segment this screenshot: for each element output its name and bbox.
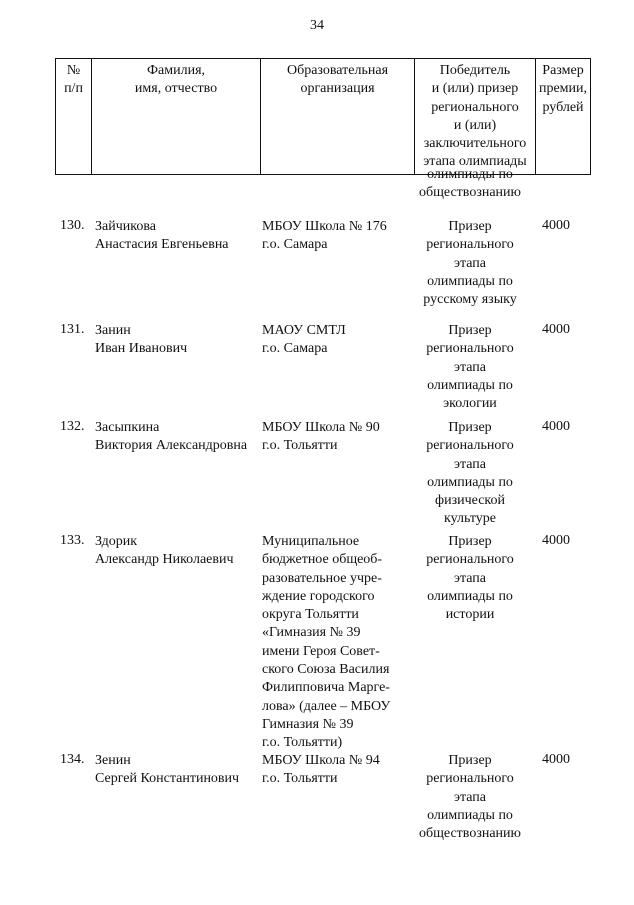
- text-line: этапа: [453, 570, 487, 586]
- text-line: Зенин: [95, 753, 131, 768]
- winner-status: [410, 322, 530, 413]
- text-line: этапа: [453, 255, 487, 271]
- header-line: премии,: [538, 81, 588, 97]
- organization: [262, 218, 402, 255]
- text-line: культуре: [444, 511, 496, 527]
- text-line: Зайчикова: [95, 219, 156, 234]
- text-line: этапа: [453, 359, 487, 375]
- table-header: [55, 58, 591, 175]
- text-line: олимпиады по: [427, 588, 513, 604]
- text-line: Виктория Александровна: [95, 438, 248, 454]
- text-line: истории: [445, 607, 495, 623]
- person-name: [95, 322, 260, 359]
- organization: [262, 752, 402, 789]
- text-line: лова» (далее – МБОУ: [262, 698, 391, 714]
- text-line: обществознанию: [419, 826, 521, 842]
- prize-amount: 4000: [542, 322, 570, 337]
- prize-amount: 4000: [542, 752, 570, 767]
- text-line: г.о. Тольятти): [262, 735, 343, 751]
- text-line: Здорик: [95, 534, 138, 549]
- row-number: 134.: [60, 752, 85, 767]
- prize-amount: 4000: [542, 218, 570, 233]
- text-line: Засыпкина: [95, 420, 160, 435]
- text-line: МБОУ Школа № 94: [262, 753, 380, 768]
- text-line: обществознанию: [419, 185, 521, 201]
- header-line: регионального: [431, 99, 519, 115]
- text-line: разовательное учре-: [262, 570, 382, 586]
- header-line: Размер: [542, 63, 584, 78]
- header-line: и (или): [453, 117, 497, 133]
- header-line: Образовательная: [286, 63, 389, 78]
- header-line: и (или) призер: [431, 81, 519, 97]
- text-line: Иван Иванович: [95, 341, 188, 357]
- organization: [262, 533, 402, 753]
- text-line: олимпиады по: [427, 377, 513, 393]
- row-number: 132.: [60, 419, 85, 434]
- text-line: Призер: [448, 753, 492, 768]
- text-line: «Гимназия № 39: [262, 625, 361, 641]
- header-line: имя, отчество: [134, 81, 218, 97]
- winner-status: [410, 419, 530, 529]
- text-line: регионального: [426, 438, 514, 454]
- header-line: п/п: [64, 81, 83, 97]
- text-line: русскому языку: [423, 292, 517, 308]
- text-line: олимпиады по: [427, 273, 513, 289]
- header-name: [92, 59, 261, 175]
- text-line: г.о. Тольятти: [262, 771, 338, 787]
- text-line: олимпиады по: [427, 167, 513, 182]
- header-organization: [261, 59, 415, 175]
- text-line: физической: [435, 493, 505, 509]
- text-line: округа Тольятти: [262, 607, 359, 623]
- text-line: Анастасия Евгеньевна: [95, 237, 229, 253]
- header-line: №: [66, 63, 81, 78]
- winner-status: [410, 752, 530, 843]
- winner-status: [410, 533, 530, 624]
- text-line: Муниципальное: [262, 534, 360, 549]
- header-line: организация: [300, 81, 375, 97]
- text-line: ждение городского: [262, 588, 375, 604]
- text-line: Призер: [448, 534, 492, 549]
- text-line: г.о. Самара: [262, 237, 328, 253]
- text-line: имени Героя Совет-: [262, 643, 380, 659]
- text-line: Филипповича Марге-: [262, 680, 390, 696]
- header-winner: [415, 59, 536, 175]
- header-line: рублей: [542, 99, 584, 115]
- text-line: Гимназия № 39: [262, 716, 354, 732]
- header-number: [56, 59, 92, 175]
- organization: [262, 322, 402, 359]
- continued-winner-text: [410, 166, 530, 203]
- text-line: Сергей Константинович: [95, 771, 240, 787]
- text-line: МАОУ СМТЛ: [262, 323, 346, 338]
- text-line: регионального: [426, 341, 514, 357]
- text-line: г.о. Тольятти: [262, 438, 338, 454]
- text-line: Призер: [448, 420, 492, 435]
- text-line: регионального: [426, 237, 514, 253]
- person-name: [95, 218, 260, 255]
- text-line: МБОУ Школа № 90: [262, 420, 380, 435]
- header-line: заключительного: [423, 136, 527, 152]
- row-number: 131.: [60, 322, 85, 337]
- text-line: Призер: [448, 219, 492, 234]
- prize-amount: 4000: [542, 419, 570, 434]
- prize-amount: 4000: [542, 533, 570, 548]
- text-line: МБОУ Школа № 176: [262, 219, 387, 234]
- text-line: Александр Николаевич: [95, 552, 234, 568]
- text-line: этапа: [453, 456, 487, 472]
- header-prize: [536, 59, 591, 175]
- person-name: [95, 419, 260, 456]
- text-line: регионального: [426, 771, 514, 787]
- text-line: этапа: [453, 789, 487, 805]
- text-line: олимпиады по: [427, 807, 513, 823]
- winner-status: [410, 218, 530, 309]
- text-line: Призер: [448, 323, 492, 338]
- text-line: экологии: [443, 396, 497, 412]
- header-line: этапа олимпиады: [423, 154, 527, 170]
- text-line: Занин: [95, 323, 131, 338]
- header-line: Победитель: [439, 63, 511, 78]
- text-line: олимпиады по: [427, 474, 513, 490]
- text-line: регионального: [426, 552, 514, 568]
- person-name: [95, 533, 260, 570]
- row-number: 133.: [60, 533, 85, 548]
- organization: [262, 419, 402, 456]
- text-line: бюджетное общеоб-: [262, 552, 383, 568]
- header-line: Фамилия,: [146, 63, 206, 78]
- person-name: [95, 752, 260, 789]
- row-number: 130.: [60, 218, 85, 233]
- text-line: г.о. Самара: [262, 341, 328, 357]
- text-line: ского Союза Василия: [262, 662, 390, 678]
- page-number: 34: [310, 18, 324, 33]
